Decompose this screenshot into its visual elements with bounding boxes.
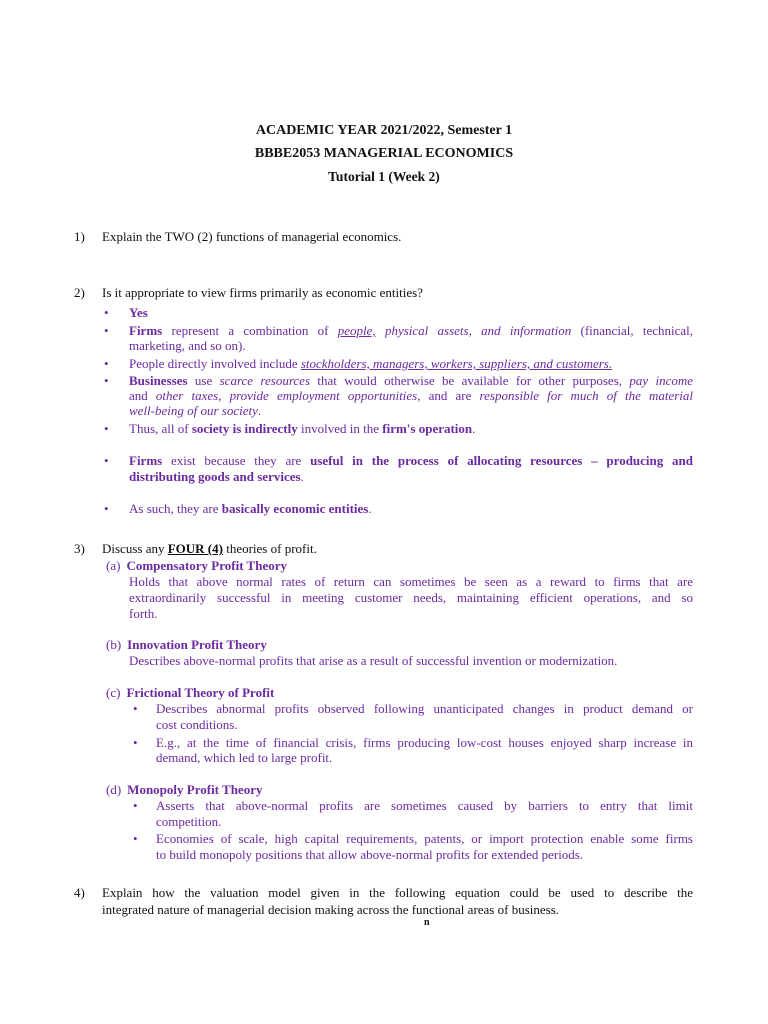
theory-a-line3: forth. bbox=[129, 606, 158, 621]
q2-bullet-allocating-line1: Firms exist because they are useful in the process of allocating resources – producing and bbox=[129, 453, 694, 468]
q2-bullet-conclusion: As such, they are basically economic entities. bbox=[129, 501, 372, 516]
q1-text: Explain the TWO (2) functions of managerial economics. bbox=[102, 229, 402, 244]
q2-bullet-society: Thus, all of society is indirectly involved in the firm's operation. bbox=[129, 421, 476, 436]
q2-bullet-people: People directly involved include stockholders, managers, workers, suppliers, and customers. bbox=[129, 356, 613, 371]
header-tutorial: Tutorial 1 (Week 2) bbox=[328, 169, 440, 184]
q3-number: 3) bbox=[74, 541, 85, 556]
bullet-icon: • bbox=[133, 701, 138, 716]
q2-bullet-businesses-line2: and other taxes, provide employment opportunities, and are responsible for much of the material bbox=[129, 388, 694, 403]
bullet-icon: • bbox=[104, 305, 109, 320]
bullet-icon: • bbox=[104, 356, 109, 371]
theory-c-point1-line2: cost conditions. bbox=[156, 717, 238, 732]
theory-c-heading: (c) Frictional Theory of Profit bbox=[106, 685, 275, 700]
theory-d-point2-line2: to build monopoly positions that allow above-normal profits for extended periods. bbox=[156, 847, 584, 862]
q2-bullet-firms-line2: marketing, and so on). bbox=[129, 338, 246, 353]
theory-c-point2-line1: E.g., at the time of financial crisis, firms producing low-cost houses enjoyed sharp increase in bbox=[156, 735, 693, 750]
bullet-icon: • bbox=[104, 501, 109, 516]
q2-bullet-allocating-line2: distributing goods and services. bbox=[129, 469, 304, 484]
header-academic-year: ACADEMIC YEAR 2021/2022, Semester 1 bbox=[255, 123, 513, 138]
q2-number: 2) bbox=[74, 285, 85, 300]
theory-d-heading: (d) Monopoly Profit Theory bbox=[106, 782, 263, 797]
header-course-title: BBBE2053 MANAGERIAL ECONOMICS bbox=[254, 146, 514, 161]
q4-line1: Explain how the valuation model given in the following equation could be used to describe the bbox=[102, 885, 693, 900]
theory-d-point2-line1: Economies of scale, high capital requirements, patents, or import protection enable some firms bbox=[156, 831, 693, 846]
q2-bullet-firms-line1: Firms represent a combination of people, physical assets, and information (financial, technical, bbox=[129, 323, 693, 338]
bullet-icon: • bbox=[133, 831, 138, 846]
bullet-icon: • bbox=[104, 421, 109, 436]
q4-number: 4) bbox=[74, 885, 85, 900]
theory-b-line1: Describes above-normal profits that arise as a result of successful invention or modernization. bbox=[129, 653, 618, 668]
q2-answer-yes: Yes bbox=[129, 305, 148, 320]
q2-text: Is it appropriate to view firms primarily as economic entities? bbox=[102, 285, 423, 300]
theory-d-point1-line1: Asserts that above-normal profits are sometimes caused by barriers to entry that limit bbox=[156, 798, 693, 813]
theory-c-point1-line1: Describes abnormal profits observed following unanticipated changes in product demand or bbox=[156, 701, 693, 716]
bullet-icon: • bbox=[104, 453, 109, 468]
theory-a-line1: Holds that above normal rates of return can sometimes be seen as a reward to firms that are bbox=[129, 574, 693, 589]
bullet-icon: • bbox=[104, 373, 109, 388]
q1-number: 1) bbox=[74, 229, 85, 244]
theory-a-heading: (a) Compensatory Profit Theory bbox=[106, 558, 287, 573]
theory-a-line2: extraordinarily successful in meeting customer needs, maintaining efficient operations, and so bbox=[129, 590, 693, 605]
theory-c-point2-line2: demand, which led to large profit. bbox=[156, 750, 333, 765]
theory-b-heading: (b) Innovation Profit Theory bbox=[106, 637, 267, 652]
theory-d-point1-line2: competition. bbox=[156, 814, 222, 829]
bullet-icon: • bbox=[133, 735, 138, 750]
bullet-icon: • bbox=[104, 323, 109, 338]
bullet-icon: • bbox=[133, 798, 138, 813]
q4-line2: integrated nature of managerial decision making across the functional areas of business. bbox=[102, 902, 560, 917]
q2-bullet-businesses-line3: well-being of our society. bbox=[129, 403, 262, 418]
footer-mark: n bbox=[424, 917, 430, 928]
q2-bullet-businesses-line1: Businesses use scarce resources that would otherwise be available for other purposes, pay income bbox=[129, 373, 694, 388]
q3-text: Discuss any FOUR (4) theories of profit. bbox=[102, 541, 317, 556]
